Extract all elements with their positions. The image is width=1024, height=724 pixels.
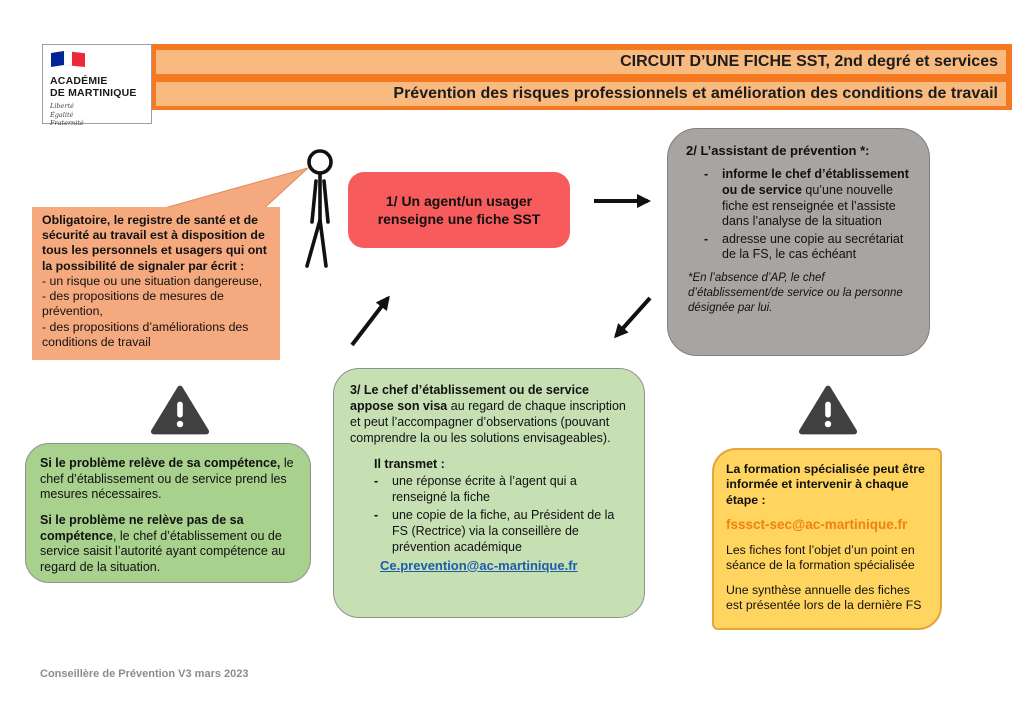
step3-item-2 <box>374 508 628 556</box>
register-note-intro: Obligatoire, le registre de santé et de sécurité au travail est à disposition de tous les personnels et usagers qui ont la possibilité de signaler par écrit : <box>42 213 267 273</box>
competence-note-box <box>25 443 311 583</box>
step3-intro: 3/ Le chef d’établissement ou de service appose son visa au regard de chaque inscription et peut l’accompagner d’observations (pouvant comprendre la ou les solutions envisageables). <box>350 383 626 445</box>
step3-item-2-text: une copie de la fiche, au Président de la FS (Rectrice) via la conseillère de prévention académique <box>392 508 615 554</box>
academy-name-line1: ACADÉMIE <box>50 75 108 87</box>
competence-paragraph-1: Si le problème relève de sa compétence, le chef d’établissement ou de service prend les mesures nécessaires. <box>40 456 294 502</box>
step2-item-2-text: adresse une copie au secrétariat de la FS, le cas échéant <box>722 231 904 262</box>
step2-item-1 <box>704 167 913 230</box>
academy-logo <box>42 44 152 127</box>
step2-footnote: *En l’absence d’AP, le chef d’établissement/de service ou la personne désignée par lui. <box>688 272 903 314</box>
person-icon <box>292 148 348 274</box>
formation-paragraph-2: Une synthèse annuelle des fiches est présentée lors de la dernière FS <box>726 582 922 613</box>
motto-line: Égalité <box>50 110 74 119</box>
header-bar <box>150 44 1012 110</box>
formation-intro: La formation spécialisée peut être informée et intervenir à chaque étape : <box>726 462 925 507</box>
bullet-dash: - <box>374 508 379 523</box>
competence-paragraph-2: Si le problème ne relève pas de sa compétence, le chef d’établissement ou de service saisit l’autorité ayant compétence au regard de la situation. <box>40 512 286 574</box>
academy-name-line2: DE MARTINIQUE <box>50 87 137 100</box>
formation-paragraph-1: Les fiches font l’objet d’un point en séance de la formation spécialisée <box>726 542 915 573</box>
register-note-line: - des propositions de mesures de prévention, <box>42 289 224 319</box>
arrow-right-icon <box>588 188 666 214</box>
step2-item-1-text: informe le chef d’établissement ou de service qu’une nouvelle fiche est renseignée et l’assiste dans l’analyse de la situation <box>722 167 909 229</box>
bullet-dash: - <box>704 231 709 246</box>
step2-title: 2/ L’assistant de prévention *: <box>686 143 870 158</box>
step3-item-1-text: une réponse écrite à l’agent qui a renseigné la fiche <box>392 474 577 505</box>
motto-line: Liberté <box>50 102 74 111</box>
footer-credit: Conseillère de Prévention V3 mars 2023 <box>40 668 249 680</box>
header-title-1: CIRCUIT D’UNE FICHE SST, 2nd degré et services <box>156 50 1006 74</box>
step1-box: 1/ Un agent/un usager renseigne une fiche SST <box>348 172 570 248</box>
formation-note-box <box>712 448 942 630</box>
step2-item-2 <box>704 232 913 263</box>
motto-line: Fraternité <box>50 119 84 127</box>
bullet-dash: - <box>704 167 709 182</box>
bullet-dash: - <box>374 474 379 489</box>
arrow-down-left-icon <box>598 288 662 352</box>
fsssct-email-link[interactable]: fsssct-sec@ac-martinique.fr <box>726 517 908 533</box>
prevention-email-link[interactable]: Ce.prevention@ac-martinique.fr <box>380 557 578 573</box>
step3-box <box>333 368 645 618</box>
warning-icon <box>798 383 858 437</box>
step2-box <box>667 128 930 356</box>
register-note-box <box>32 207 280 360</box>
step3-transmit-label: Il transmet : <box>374 456 445 471</box>
register-note-line: - des propositions d’améliorations des conditions de travail <box>42 319 249 349</box>
step3-item-1 <box>374 474 628 506</box>
academy-name <box>50 75 144 99</box>
register-note-line: - un risque ou une situation dangereuse, <box>42 273 263 288</box>
header-title-2: Prévention des risques professionnels et amélioration des conditions de travail <box>156 82 1006 106</box>
french-flag-icon <box>50 50 144 73</box>
republic-motto <box>50 102 144 127</box>
warning-icon <box>150 383 210 437</box>
arrow-up-right-icon <box>340 282 410 354</box>
